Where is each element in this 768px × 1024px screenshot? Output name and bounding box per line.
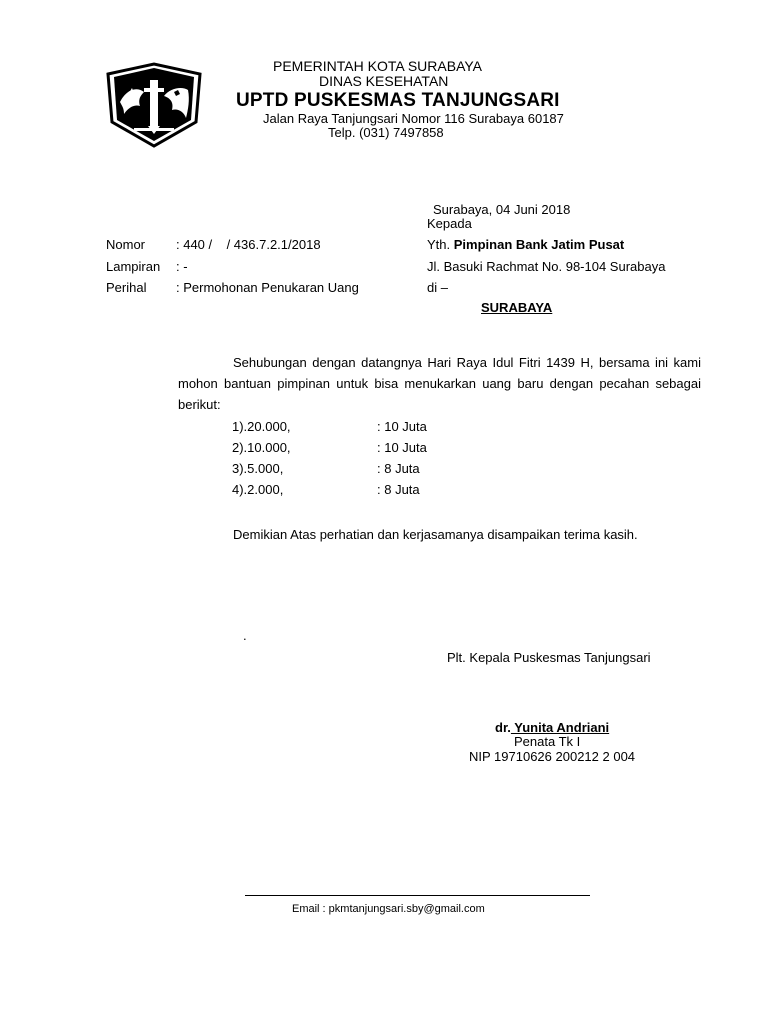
nomor-label: Nomor — [106, 237, 146, 252]
lampiran-value: : - — [176, 259, 188, 274]
perihal-label: Perihal — [106, 280, 147, 295]
nomor-value: : 440 / / 436.7.2.1/2018 — [176, 237, 321, 252]
recipient-line — [427, 237, 624, 253]
list-item-amount: : 10 Juta — [377, 419, 427, 434]
signature-rank: Penata Tk I — [514, 734, 581, 749]
lampiran-label: Lampiran — [106, 259, 161, 274]
header-institution: UPTD PUSKESMAS TANJUNGSARI — [236, 90, 560, 111]
perihal-value: : Permohonan Penukaran Uang — [176, 280, 359, 295]
header-department: DINAS KESEHATAN — [319, 73, 449, 89]
list-item-amount: : 10 Juta — [377, 440, 427, 455]
signature-nip: NIP 19710626 200212 2 004 — [469, 749, 636, 764]
list-item-amount: : 8 Juta — [377, 461, 420, 476]
signature-title: Plt. Kepala Puskesmas Tanjungsari — [447, 650, 651, 665]
list-item-denom: 1).20.000, — [232, 419, 291, 434]
signature-name-text: Yunita Andriani — [510, 720, 610, 735]
recipient-yth: Yth. — [427, 237, 451, 252]
list-item-amount: : 8 Juta — [377, 482, 420, 497]
recipient-city: SURABAYA — [481, 300, 553, 315]
recipient-kepada: Kepada — [427, 216, 472, 231]
recipient-name: Pimpinan Bank Jatim Pusat — [453, 237, 625, 252]
recipient-address: Jl. Basuki Rachmat No. 98-104 Surabaya — [427, 259, 666, 274]
body-paragraph-2: Demikian Atas perhatian dan kerjasamanya disampaikan terima kasih. — [233, 527, 638, 542]
body-paragraph-1: Sehubungan dengan datangnya Hari Raya Idul Fitri 1439 H, bersama ini kami mohon bantuan pimpinan untuk bisa menukarkan uang baru dengan pecahan sebagai berikut: — [178, 355, 701, 412]
surabaya-crest-icon — [104, 62, 204, 148]
recipient-di: di – — [427, 280, 448, 295]
footer-divider — [245, 895, 590, 896]
letter-date: Surabaya, 04 Juni 2018 — [433, 202, 571, 217]
signature-name-prefix: dr. — [495, 720, 511, 735]
signature-dot: . — [243, 628, 247, 643]
list-item-denom: 4).2.000, — [232, 482, 284, 497]
header-address: Jalan Raya Tanjungsari Nomor 116 Surabaya 60187 — [263, 111, 564, 126]
list-item-denom: 2).10.000, — [232, 440, 291, 455]
list-item-denom: 3).5.000, — [232, 461, 284, 476]
header-government: PEMERINTAH KOTA SURABAYA — [273, 58, 483, 74]
footer-email: Email : pkmtanjungsari.sby@gmail.com — [292, 903, 485, 915]
header-phone: Telp. (031) 7497858 — [328, 125, 444, 140]
